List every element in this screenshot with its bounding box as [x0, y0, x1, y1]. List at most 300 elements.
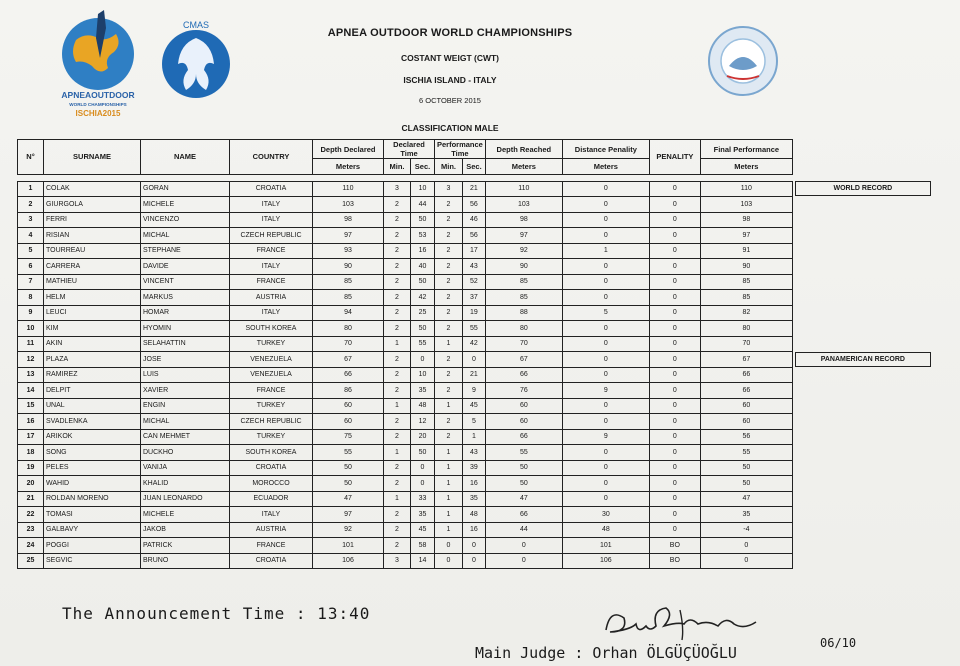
- unit-min: Min.: [384, 159, 411, 175]
- declared-sec-cell: 45: [411, 522, 435, 538]
- country-cell: FRANCE: [230, 274, 313, 290]
- penality-cell: 0: [649, 414, 700, 430]
- declared-sec-cell: 10: [411, 367, 435, 383]
- logo-left-line3: ISCHIA2015: [75, 109, 121, 118]
- depth-declared-cell: 97: [313, 507, 384, 523]
- declared-sec-cell: 50: [411, 321, 435, 337]
- final-performance-cell: 47: [700, 491, 792, 507]
- country-cell: CROATIA: [230, 460, 313, 476]
- performance-sec-cell: 46: [463, 212, 486, 228]
- final-performance-cell: 67: [700, 352, 792, 368]
- declared-min-cell: 3: [384, 553, 411, 569]
- surname-cell: SVADLENKA: [44, 414, 141, 430]
- depth-reached-cell: 88: [485, 305, 562, 321]
- declared-min-cell: 3: [384, 181, 411, 197]
- penality-cell: 0: [649, 243, 700, 259]
- performance-sec-cell: 0: [463, 538, 486, 554]
- distance-penality-cell: 5: [562, 305, 649, 321]
- table-row: [18, 383, 793, 399]
- distance-penality-cell: 9: [562, 383, 649, 399]
- surname-cell: WAHID: [44, 476, 141, 492]
- name-cell: MICHAL: [141, 414, 230, 430]
- final-performance-cell: 85: [700, 290, 792, 306]
- penality-cell: 0: [649, 507, 700, 523]
- final-performance-cell: 97: [700, 228, 792, 244]
- penality-cell: 0: [649, 429, 700, 445]
- name-cell: KHALID: [141, 476, 230, 492]
- row-number: 8: [18, 290, 44, 306]
- name-cell: DAVIDE: [141, 259, 230, 275]
- surname-cell: UNAL: [44, 398, 141, 414]
- penality-cell: 0: [649, 476, 700, 492]
- final-performance-cell: 103: [700, 197, 792, 213]
- declared-min-cell: 2: [384, 274, 411, 290]
- table-row: [18, 491, 793, 507]
- declared-sec-cell: 10: [411, 181, 435, 197]
- row-number: 11: [18, 336, 44, 352]
- penality-cell: 0: [649, 259, 700, 275]
- table-row: [18, 445, 793, 461]
- final-performance-cell: 66: [700, 367, 792, 383]
- unit-meters: Meters: [562, 159, 649, 175]
- row-number: 10: [18, 321, 44, 337]
- performance-min-cell: 1: [435, 398, 463, 414]
- unit-min: Min.: [435, 159, 463, 175]
- penality-cell: 0: [649, 398, 700, 414]
- surname-cell: DELPIT: [44, 383, 141, 399]
- country-cell: CZECH REPUBLIC: [230, 414, 313, 430]
- row-number: 2: [18, 197, 44, 213]
- declared-sec-cell: 50: [411, 445, 435, 461]
- performance-min-cell: 2: [435, 228, 463, 244]
- table-row: [18, 243, 793, 259]
- event-date: 6 OCTOBER 2015: [419, 96, 481, 105]
- performance-sec-cell: 45: [463, 398, 486, 414]
- declared-sec-cell: 58: [411, 538, 435, 554]
- row-number: 5: [18, 243, 44, 259]
- final-performance-cell: 66: [700, 383, 792, 399]
- surname-cell: TOMASI: [44, 507, 141, 523]
- distance-penality-cell: 0: [562, 414, 649, 430]
- depth-reached-cell: 0: [485, 538, 562, 554]
- distance-penality-cell: 0: [562, 228, 649, 244]
- country-cell: SOUTH KOREA: [230, 321, 313, 337]
- surname-cell: FERRI: [44, 212, 141, 228]
- distance-penality-cell: 0: [562, 445, 649, 461]
- final-performance-cell: 82: [700, 305, 792, 321]
- surname-cell: RISIAN: [44, 228, 141, 244]
- unit-meters: Meters: [485, 159, 562, 175]
- table-row: [18, 429, 793, 445]
- table-row: [18, 197, 793, 213]
- distance-penality-cell: 0: [562, 274, 649, 290]
- table-row: [18, 305, 793, 321]
- declared-sec-cell: 0: [411, 460, 435, 476]
- performance-sec-cell: 37: [463, 290, 486, 306]
- final-performance-cell: 56: [700, 429, 792, 445]
- depth-reached-cell: 90: [485, 259, 562, 275]
- depth-reached-cell: 76: [485, 383, 562, 399]
- declared-min-cell: 2: [384, 197, 411, 213]
- name-cell: ENGIN: [141, 398, 230, 414]
- name-cell: MARKUS: [141, 290, 230, 306]
- country-cell: ITALY: [230, 507, 313, 523]
- distance-penality-cell: 0: [562, 476, 649, 492]
- distance-penality-cell: 0: [562, 352, 649, 368]
- depth-declared-cell: 90: [313, 259, 384, 275]
- declared-min-cell: 1: [384, 491, 411, 507]
- surname-cell: ROLDAN MORENO: [44, 491, 141, 507]
- col-header-depth-reached: Depth Reached: [485, 140, 562, 159]
- declared-sec-cell: 0: [411, 476, 435, 492]
- surname-cell: SEGVIC: [44, 553, 141, 569]
- depth-declared-cell: 103: [313, 197, 384, 213]
- performance-min-cell: 0: [435, 538, 463, 554]
- performance-min-cell: 2: [435, 429, 463, 445]
- depth-reached-cell: 66: [485, 507, 562, 523]
- final-performance-cell: 70: [700, 336, 792, 352]
- col-header-depth-declared: Depth Declared: [313, 140, 384, 159]
- declared-min-cell: 2: [384, 414, 411, 430]
- performance-sec-cell: 35: [463, 491, 486, 507]
- penality-cell: BO: [649, 538, 700, 554]
- final-performance-cell: 60: [700, 398, 792, 414]
- results-body: [18, 181, 793, 569]
- country-cell: TURKEY: [230, 398, 313, 414]
- table-row: [18, 352, 793, 368]
- surname-cell: COLAK: [44, 181, 141, 197]
- declared-min-cell: 1: [384, 336, 411, 352]
- signature-date-note: 06/10: [820, 636, 857, 650]
- depth-declared-cell: 47: [313, 491, 384, 507]
- performance-min-cell: 2: [435, 383, 463, 399]
- performance-min-cell: 1: [435, 476, 463, 492]
- final-performance-cell: 91: [700, 243, 792, 259]
- declared-sec-cell: 33: [411, 491, 435, 507]
- row-number: 21: [18, 491, 44, 507]
- row-number: 24: [18, 538, 44, 554]
- performance-min-cell: 1: [435, 507, 463, 523]
- depth-reached-cell: 85: [485, 290, 562, 306]
- final-performance-cell: 50: [700, 460, 792, 476]
- distance-penality-cell: 48: [562, 522, 649, 538]
- col-header-declared-time: Declared Time: [384, 140, 435, 159]
- penality-cell: 0: [649, 228, 700, 244]
- depth-declared-cell: 70: [313, 336, 384, 352]
- depth-reached-cell: 60: [485, 414, 562, 430]
- performance-sec-cell: 21: [463, 367, 486, 383]
- table-row: [18, 367, 793, 383]
- distance-penality-cell: 0: [562, 491, 649, 507]
- performance-min-cell: 1: [435, 460, 463, 476]
- declared-min-cell: 1: [384, 398, 411, 414]
- unit-meters: Meters: [313, 159, 384, 175]
- event-title: APNEA OUTDOOR WORLD CHAMPIONSHIPS: [327, 27, 573, 39]
- distance-penality-cell: 101: [562, 538, 649, 554]
- declared-min-cell: 2: [384, 321, 411, 337]
- depth-reached-cell: 80: [485, 321, 562, 337]
- table-spacer: [18, 174, 793, 181]
- name-cell: JAKOB: [141, 522, 230, 538]
- country-cell: ECUADOR: [230, 491, 313, 507]
- distance-penality-cell: 0: [562, 181, 649, 197]
- final-performance-cell: 80: [700, 321, 792, 337]
- performance-sec-cell: 16: [463, 522, 486, 538]
- name-cell: MICHELE: [141, 197, 230, 213]
- distance-penality-cell: 0: [562, 321, 649, 337]
- penality-cell: 0: [649, 522, 700, 538]
- country-cell: ITALY: [230, 212, 313, 228]
- country-cell: FRANCE: [230, 538, 313, 554]
- depth-reached-cell: 50: [485, 460, 562, 476]
- table-row: [18, 212, 793, 228]
- performance-sec-cell: 1: [463, 429, 486, 445]
- penality-cell: 0: [649, 212, 700, 228]
- distance-penality-cell: 0: [562, 290, 649, 306]
- surname-cell: TOURREAU: [44, 243, 141, 259]
- row-number: 13: [18, 367, 44, 383]
- declared-sec-cell: 44: [411, 197, 435, 213]
- name-cell: CAN MEHMET: [141, 429, 230, 445]
- declared-min-cell: 2: [384, 460, 411, 476]
- table-row: [18, 507, 793, 523]
- row-number: 25: [18, 553, 44, 569]
- depth-declared-cell: 85: [313, 274, 384, 290]
- declared-sec-cell: 14: [411, 553, 435, 569]
- col-header-country: COUNTRY: [230, 140, 313, 175]
- col-header-final-performance: Final Performance: [700, 140, 792, 159]
- performance-sec-cell: 43: [463, 445, 486, 461]
- final-performance-cell: 60: [700, 414, 792, 430]
- name-cell: MICHELE: [141, 507, 230, 523]
- declared-min-cell: 2: [384, 243, 411, 259]
- name-cell: JOSE: [141, 352, 230, 368]
- table-row: [18, 398, 793, 414]
- surname-cell: GALBAVY: [44, 522, 141, 538]
- declared-sec-cell: 48: [411, 398, 435, 414]
- final-performance-cell: 35: [700, 507, 792, 523]
- col-header-name: NAME: [141, 140, 230, 175]
- declared-min-cell: 2: [384, 383, 411, 399]
- name-cell: HOMAR: [141, 305, 230, 321]
- country-cell: ITALY: [230, 259, 313, 275]
- row-number: 19: [18, 460, 44, 476]
- distance-penality-cell: 106: [562, 553, 649, 569]
- performance-min-cell: 3: [435, 181, 463, 197]
- declared-sec-cell: 42: [411, 290, 435, 306]
- name-cell: JUAN LEONARDO: [141, 491, 230, 507]
- logo-cmas-text: CMAS: [182, 20, 210, 30]
- performance-sec-cell: 39: [463, 460, 486, 476]
- performance-sec-cell: 5: [463, 414, 486, 430]
- declared-min-cell: 2: [384, 476, 411, 492]
- declared-sec-cell: 20: [411, 429, 435, 445]
- depth-reached-cell: 47: [485, 491, 562, 507]
- performance-min-cell: 2: [435, 414, 463, 430]
- country-cell: SOUTH KOREA: [230, 445, 313, 461]
- surname-cell: RAMIREZ: [44, 367, 141, 383]
- distance-penality-cell: 9: [562, 429, 649, 445]
- federation-seal-logo: [703, 26, 783, 96]
- penality-cell: 0: [649, 352, 700, 368]
- distance-penality-cell: 0: [562, 367, 649, 383]
- penality-cell: 0: [649, 290, 700, 306]
- depth-reached-cell: 110: [485, 181, 562, 197]
- depth-declared-cell: 94: [313, 305, 384, 321]
- depth-reached-cell: 50: [485, 476, 562, 492]
- logo-left-line1: APNEAOUTDOOR: [61, 90, 135, 100]
- declared-min-cell: 1: [384, 445, 411, 461]
- surname-cell: AKIN: [44, 336, 141, 352]
- depth-reached-cell: 60: [485, 398, 562, 414]
- unit-meters: Meters: [700, 159, 792, 175]
- country-cell: ITALY: [230, 197, 313, 213]
- championship-logo: [58, 10, 142, 120]
- row-number: 12: [18, 352, 44, 368]
- table-row: [18, 522, 793, 538]
- depth-declared-cell: 50: [313, 460, 384, 476]
- depth-declared-cell: 50: [313, 476, 384, 492]
- row-number: 16: [18, 414, 44, 430]
- classification-table: [17, 139, 793, 569]
- performance-sec-cell: 17: [463, 243, 486, 259]
- performance-sec-cell: 0: [463, 553, 486, 569]
- table-row: [18, 336, 793, 352]
- depth-reached-cell: 66: [485, 429, 562, 445]
- row-number: 18: [18, 445, 44, 461]
- declared-min-cell: 2: [384, 522, 411, 538]
- performance-sec-cell: 56: [463, 197, 486, 213]
- performance-sec-cell: 55: [463, 321, 486, 337]
- depth-reached-cell: 66: [485, 367, 562, 383]
- performance-sec-cell: 16: [463, 476, 486, 492]
- performance-sec-cell: 56: [463, 228, 486, 244]
- table-row: [18, 259, 793, 275]
- declared-min-cell: 2: [384, 367, 411, 383]
- country-cell: CROATIA: [230, 553, 313, 569]
- country-cell: AUSTRIA: [230, 290, 313, 306]
- surname-cell: POGGI: [44, 538, 141, 554]
- depth-declared-cell: 110: [313, 181, 384, 197]
- depth-declared-cell: 85: [313, 290, 384, 306]
- record-note: PANAMERICAN RECORD: [795, 352, 931, 367]
- depth-reached-cell: 103: [485, 197, 562, 213]
- performance-min-cell: 1: [435, 522, 463, 538]
- performance-sec-cell: 43: [463, 259, 486, 275]
- row-number: 1: [18, 181, 44, 197]
- discipline-title: COSTANT WEIGT (CWT): [400, 53, 500, 63]
- table-row: [18, 181, 793, 197]
- table-row: [18, 228, 793, 244]
- row-number: 23: [18, 522, 44, 538]
- row-number: 9: [18, 305, 44, 321]
- performance-min-cell: 2: [435, 212, 463, 228]
- row-number: 3: [18, 212, 44, 228]
- penality-cell: 0: [649, 181, 700, 197]
- performance-min-cell: 2: [435, 290, 463, 306]
- depth-declared-cell: 101: [313, 538, 384, 554]
- name-cell: SELAHATTIN: [141, 336, 230, 352]
- row-number: 4: [18, 228, 44, 244]
- surname-cell: LEUCI: [44, 305, 141, 321]
- announcement-time-note: The Announcement Time : 13:40: [62, 604, 371, 623]
- final-performance-cell: 90: [700, 259, 792, 275]
- country-cell: AUSTRIA: [230, 522, 313, 538]
- penality-cell: 0: [649, 305, 700, 321]
- name-cell: PATRICK: [141, 538, 230, 554]
- penality-cell: 0: [649, 445, 700, 461]
- performance-min-cell: 1: [435, 445, 463, 461]
- unit-sec: Sec.: [411, 159, 435, 175]
- depth-reached-cell: 44: [485, 522, 562, 538]
- performance-sec-cell: 21: [463, 181, 486, 197]
- row-number: 17: [18, 429, 44, 445]
- row-number: 7: [18, 274, 44, 290]
- depth-declared-cell: 75: [313, 429, 384, 445]
- depth-reached-cell: 70: [485, 336, 562, 352]
- surname-cell: HELM: [44, 290, 141, 306]
- name-cell: BRUNO: [141, 553, 230, 569]
- performance-min-cell: 2: [435, 305, 463, 321]
- name-cell: DUCKHO: [141, 445, 230, 461]
- penality-cell: BO: [649, 553, 700, 569]
- performance-sec-cell: 48: [463, 507, 486, 523]
- surname-cell: KIM: [44, 321, 141, 337]
- distance-penality-cell: 0: [562, 398, 649, 414]
- table-header-row: [18, 140, 793, 159]
- penality-cell: 0: [649, 197, 700, 213]
- surname-cell: MATHIEU: [44, 274, 141, 290]
- declared-min-cell: 2: [384, 305, 411, 321]
- country-cell: VENEZUELA: [230, 367, 313, 383]
- country-cell: VENEZUELA: [230, 352, 313, 368]
- declared-min-cell: 2: [384, 290, 411, 306]
- depth-reached-cell: 92: [485, 243, 562, 259]
- surname-cell: GIURGOLA: [44, 197, 141, 213]
- performance-min-cell: 2: [435, 274, 463, 290]
- name-cell: VINCENT: [141, 274, 230, 290]
- depth-reached-cell: 98: [485, 212, 562, 228]
- declared-sec-cell: 25: [411, 305, 435, 321]
- final-performance-cell: 85: [700, 274, 792, 290]
- final-performance-cell: 98: [700, 212, 792, 228]
- performance-sec-cell: 52: [463, 274, 486, 290]
- depth-declared-cell: 60: [313, 414, 384, 430]
- depth-declared-cell: 92: [313, 522, 384, 538]
- declared-sec-cell: 12: [411, 414, 435, 430]
- distance-penality-cell: 0: [562, 259, 649, 275]
- final-performance-cell: 110: [700, 181, 792, 197]
- final-performance-cell: 50: [700, 476, 792, 492]
- declared-sec-cell: 50: [411, 274, 435, 290]
- surname-cell: SONG: [44, 445, 141, 461]
- row-number: 20: [18, 476, 44, 492]
- declared-sec-cell: 0: [411, 352, 435, 368]
- table-row: [18, 553, 793, 569]
- classification-title: CLASSIFICATION MALE: [401, 123, 499, 133]
- name-cell: STEPHANE: [141, 243, 230, 259]
- performance-min-cell: 2: [435, 197, 463, 213]
- performance-min-cell: 2: [435, 352, 463, 368]
- country-cell: CZECH REPUBLIC: [230, 228, 313, 244]
- depth-declared-cell: 86: [313, 383, 384, 399]
- table-row: [18, 476, 793, 492]
- depth-declared-cell: 106: [313, 553, 384, 569]
- unit-sec: Sec.: [463, 159, 486, 175]
- depth-reached-cell: 55: [485, 445, 562, 461]
- name-cell: HYOMIN: [141, 321, 230, 337]
- table-row: [18, 414, 793, 430]
